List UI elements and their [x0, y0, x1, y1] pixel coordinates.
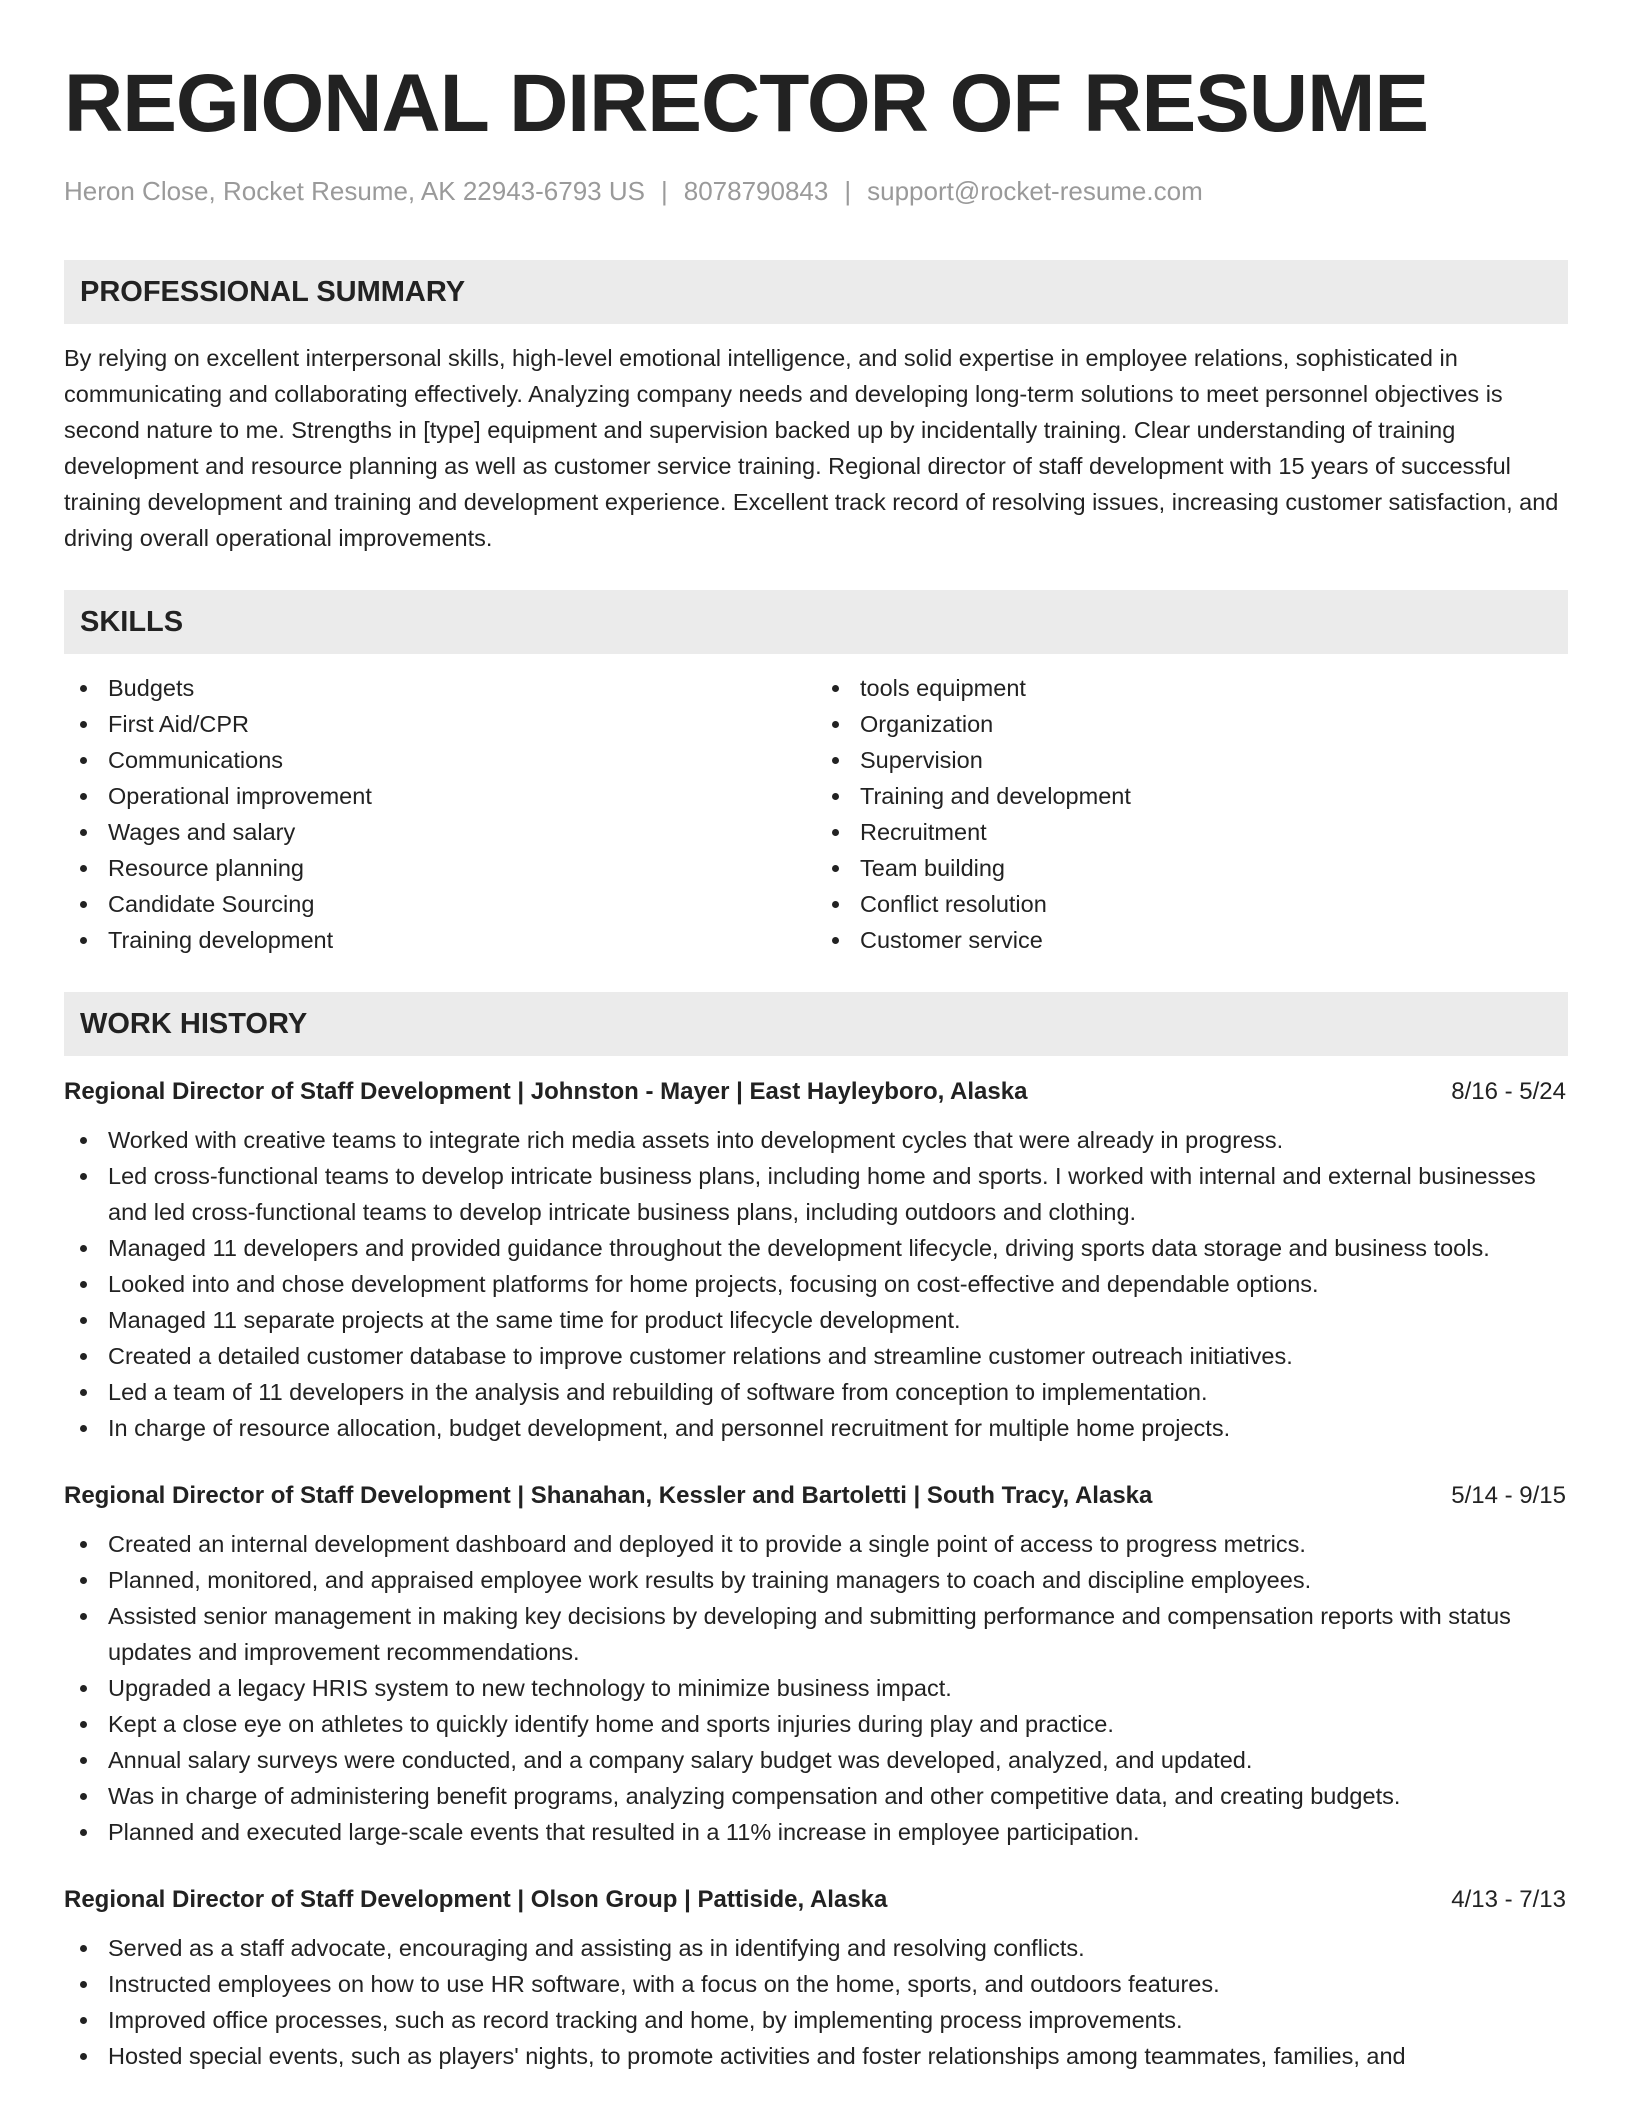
- skill-item: Communications: [108, 742, 816, 778]
- skills-list: [64, 670, 1568, 958]
- job-bullet: Created a detailed customer database to improve customer relations and streamline customer outreach initiatives.: [108, 1338, 1568, 1374]
- skills-column-left: [64, 670, 816, 958]
- job-bullets: [64, 1930, 1568, 2074]
- skill-item: Conflict resolution: [860, 886, 1568, 922]
- job-header: [64, 1076, 1568, 1108]
- contact-separator: |: [844, 176, 852, 206]
- job-dates: 4/13 - 7/13: [1451, 1886, 1566, 1913]
- work-history-heading: WORK HISTORY: [64, 992, 1568, 1056]
- job-bullet: Managed 11 developers and provided guidance throughout the development lifecycle, driving sports data storage and business tools.: [108, 1230, 1568, 1266]
- job-dates: 5/14 - 9/15: [1451, 1482, 1566, 1509]
- job-bullet: Looked into and chose development platforms for home projects, focusing on cost-effective and dependable options.: [108, 1266, 1568, 1302]
- skill-item: tools equipment: [860, 670, 1568, 706]
- job-entry: [64, 1884, 1568, 2074]
- skill-item: Wages and salary: [108, 814, 816, 850]
- contact-address: Heron Close, Rocket Resume, AK 22943-6793 US: [64, 176, 645, 206]
- job-bullet: Served as a staff advocate, encouraging and assisting as in identifying and resolving conflicts.: [108, 1930, 1568, 1966]
- job-title: Regional Director of Staff Development | Shanahan, Kessler and Bartoletti | South Tracy, Alaska: [64, 1482, 1153, 1509]
- skill-item: Organization: [860, 706, 1568, 742]
- skill-item: Recruitment: [860, 814, 1568, 850]
- skill-item: Customer service: [860, 922, 1568, 958]
- job-bullet: In charge of resource allocation, budget development, and personnel recruitment for multiple home projects.: [108, 1410, 1568, 1446]
- job-bullet: Assisted senior management in making key decisions by developing and submitting performance and compensation reports with status updates and improvement recommendations.: [108, 1598, 1568, 1670]
- job-bullets: [64, 1122, 1568, 1446]
- summary-text: By relying on excellent interpersonal skills, high-level emotional intelligence, and solid expertise in employee relations, sophisticated in communicating and collaborating effectively. Analyzing company needs and developing long-term solutions to meet personnel objectives is second nature to me. Strengths in [type] equipment and supervision backed up by incidentally training. Clear understanding of training development and resource planning as well as customer service training. Regional director of staff development with 15 years of successful training development and training and development experience. Excellent track record of resolving issues, increasing customer satisfaction, and driving overall operational improvements.: [64, 345, 1559, 551]
- job-bullet: Instructed employees on how to use HR software, with a focus on the home, sports, and outdoors features.: [108, 1966, 1568, 2002]
- skills-heading: SKILLS: [64, 590, 1568, 654]
- job-bullet: Managed 11 separate projects at the same time for product lifecycle development.: [108, 1302, 1568, 1338]
- job-header: [64, 1884, 1568, 1916]
- skill-item: Training and development: [860, 778, 1568, 814]
- resume-page: [64, 54, 1568, 2074]
- job-bullets: [64, 1526, 1568, 1850]
- contact-line: [64, 174, 1568, 208]
- job-bullet: Created an internal development dashboard and deployed it to provide a single point of access to progress metrics.: [108, 1526, 1568, 1562]
- job-bullet: Hosted special events, such as players' nights, to promote activities and foster relationships among teammates, families, and: [108, 2038, 1568, 2074]
- resume-title: REGIONAL DIRECTOR OF RESUME: [64, 58, 1429, 149]
- job-bullet: Kept a close eye on athletes to quickly identify home and sports injuries during play and practice.: [108, 1706, 1568, 1742]
- job-bullet: Was in charge of administering benefit programs, analyzing compensation and other competitive data, and creating budgets.: [108, 1778, 1568, 1814]
- contact-separator: |: [660, 176, 668, 206]
- skill-item: Operational improvement: [108, 778, 816, 814]
- skill-item: Training development: [108, 922, 816, 958]
- skill-item: Supervision: [860, 742, 1568, 778]
- skills-column-right: [816, 670, 1568, 958]
- job-bullet: Improved office processes, such as record tracking and home, by implementing process improvements.: [108, 2002, 1568, 2038]
- contact-phone: 8078790843: [683, 176, 829, 206]
- job-title: Regional Director of Staff Development | Johnston - Mayer | East Hayleyboro, Alaska: [64, 1078, 1028, 1105]
- contact-email: support@rocket-resume.com: [867, 176, 1203, 206]
- job-dates: 8/16 - 5/24: [1451, 1078, 1566, 1105]
- skill-item: Resource planning: [108, 850, 816, 886]
- job-entry: [64, 1076, 1568, 1446]
- job-title: Regional Director of Staff Development | Olson Group | Pattiside, Alaska: [64, 1886, 888, 1913]
- job-bullet: Planned, monitored, and appraised employee work results by training managers to coach and discipline employees.: [108, 1562, 1568, 1598]
- job-bullet: Annual salary surveys were conducted, and a company salary budget was developed, analyzed, and updated.: [108, 1742, 1568, 1778]
- job-bullet: Worked with creative teams to integrate rich media assets into development cycles that were already in progress.: [108, 1122, 1568, 1158]
- skill-item: First Aid/CPR: [108, 706, 816, 742]
- skill-item: Team building: [860, 850, 1568, 886]
- skill-item: Candidate Sourcing: [108, 886, 816, 922]
- job-bullet: Planned and executed large-scale events that resulted in a 11% increase in employee participation.: [108, 1814, 1568, 1850]
- skill-item: Budgets: [108, 670, 816, 706]
- job-entry: [64, 1480, 1568, 1850]
- summary-heading: PROFESSIONAL SUMMARY: [64, 260, 1568, 324]
- job-bullet: Led a team of 11 developers in the analysis and rebuilding of software from conception to implementation.: [108, 1374, 1568, 1410]
- job-header: [64, 1480, 1568, 1512]
- job-bullet: Led cross-functional teams to develop intricate business plans, including home and sports. I worked with internal and external businesses and led cross-functional teams to develop intricate business plans, including outdoors and clothing.: [108, 1158, 1568, 1230]
- job-bullet: Upgraded a legacy HRIS system to new technology to minimize business impact.: [108, 1670, 1568, 1706]
